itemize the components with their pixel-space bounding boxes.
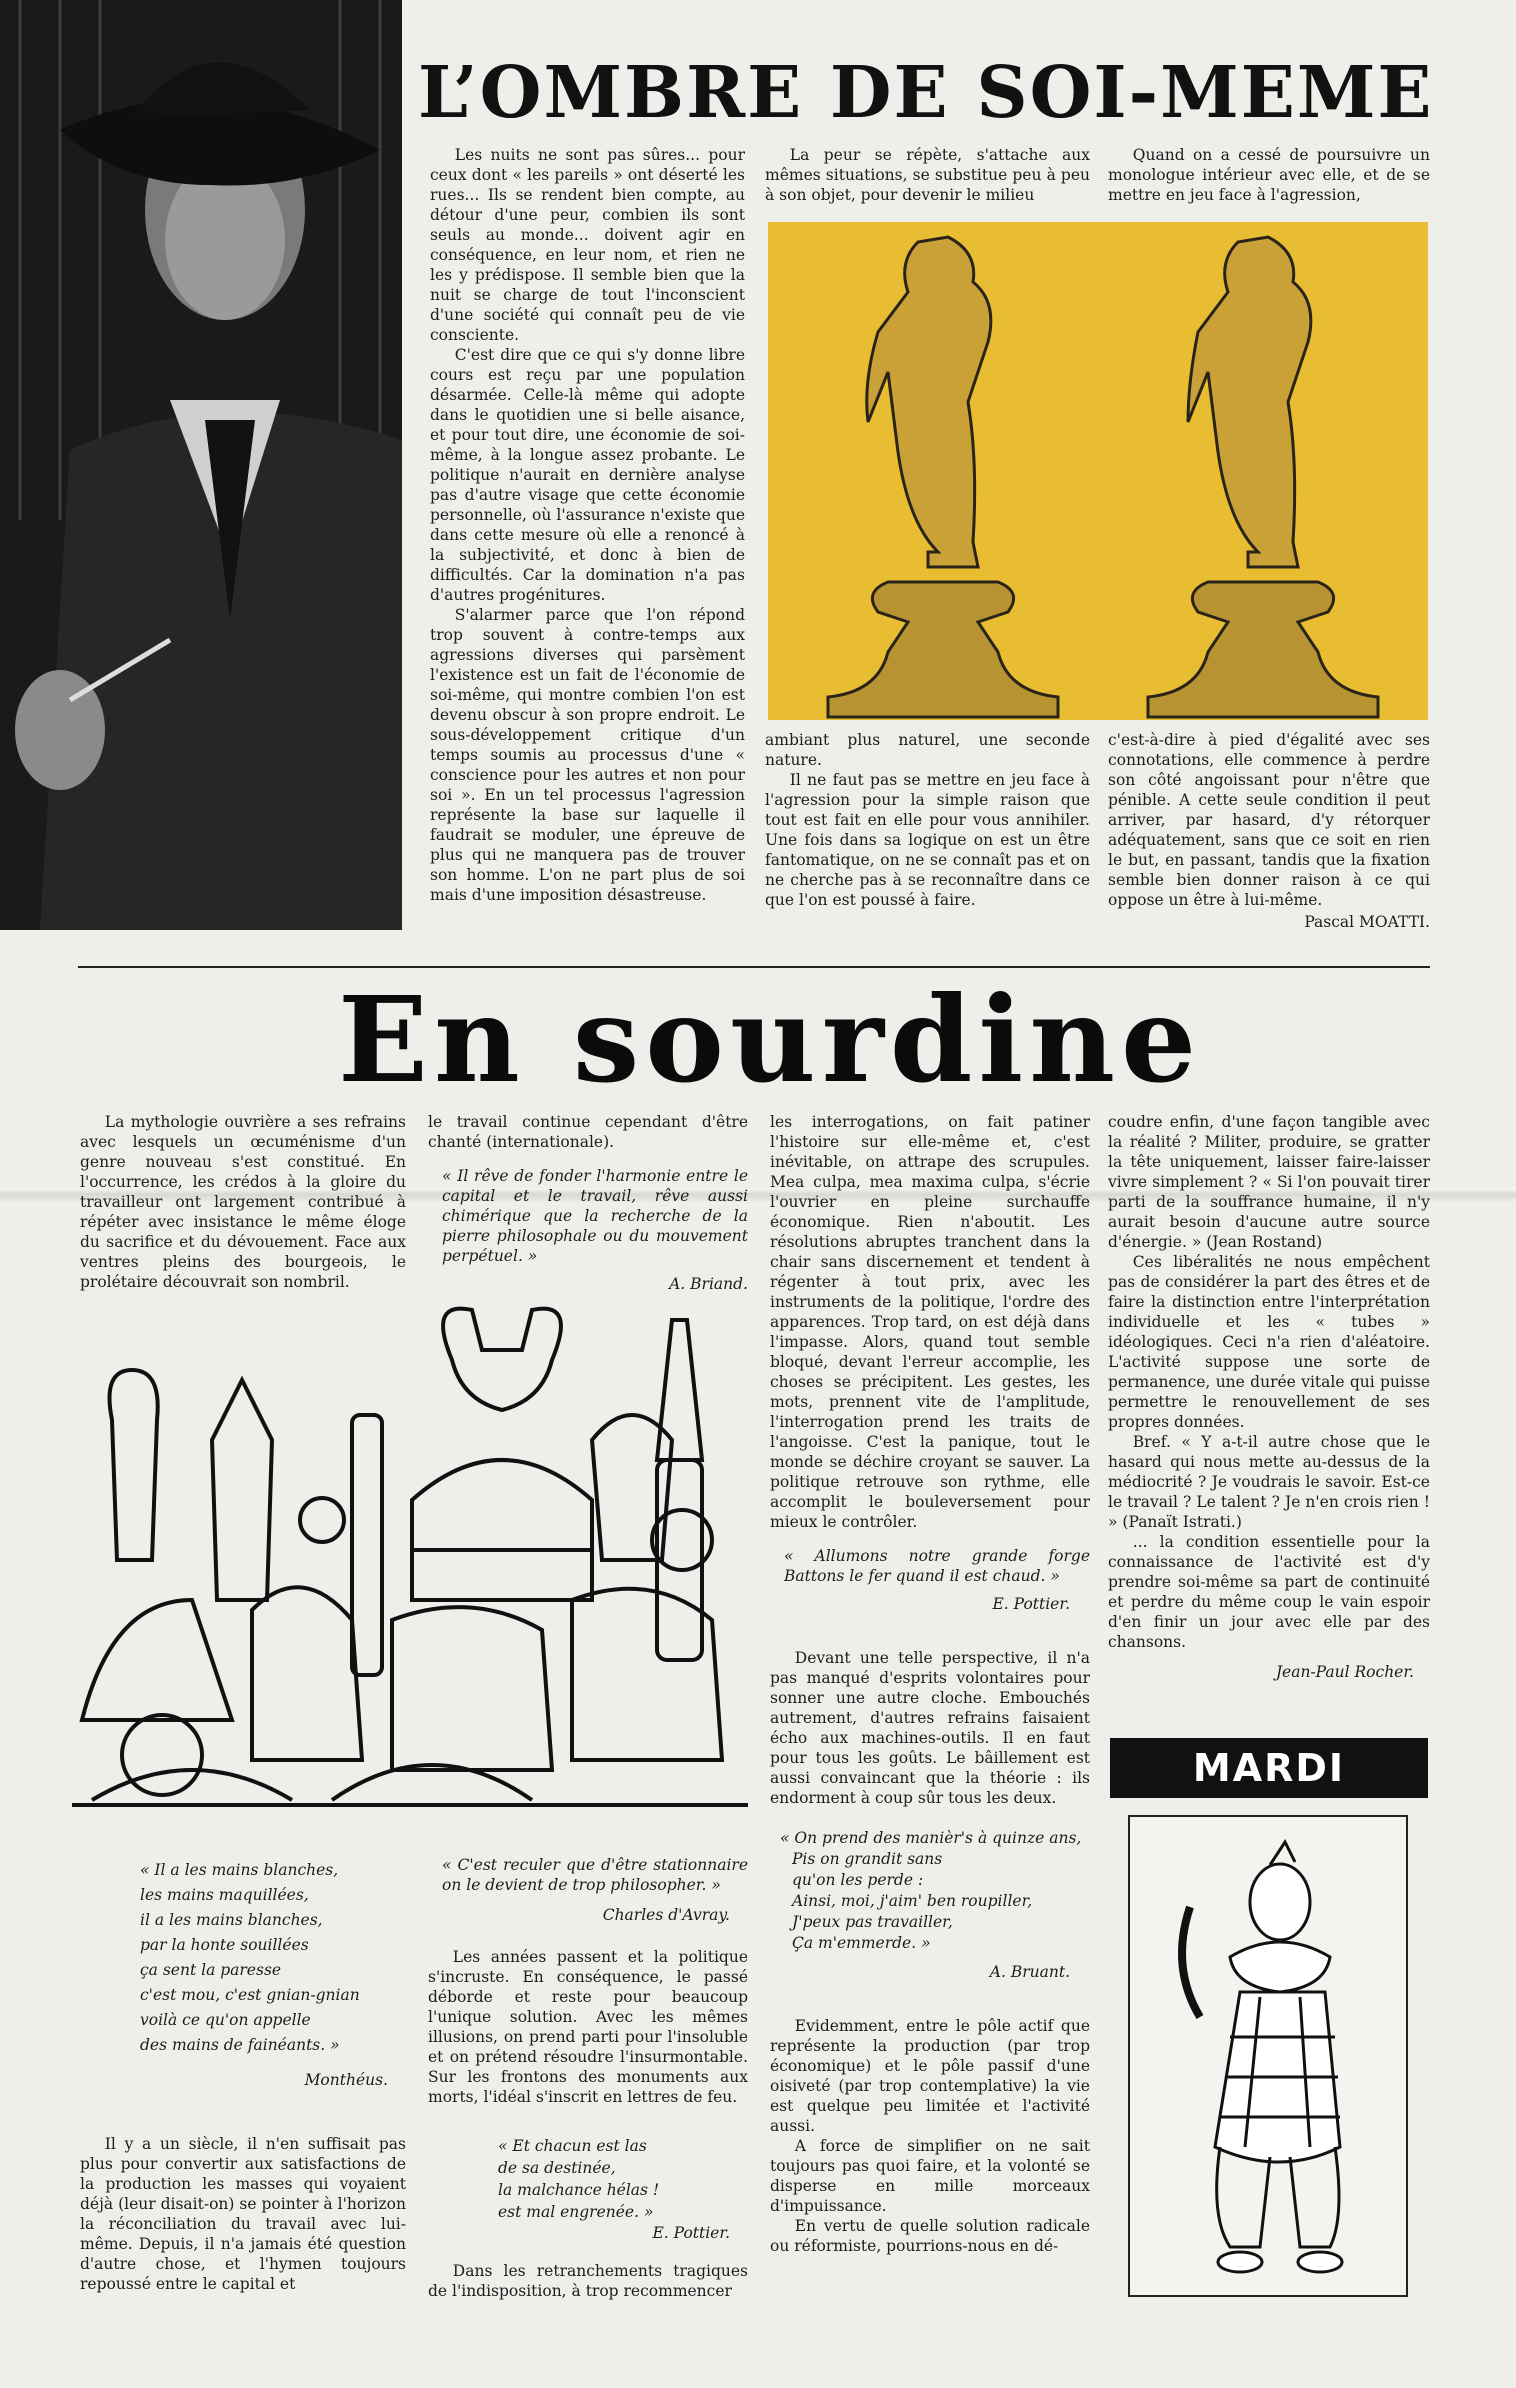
pierrot-clown-drawing [1130, 1817, 1406, 2295]
article1-column-1 [430, 145, 745, 905]
paragraph: La mythologie ouvrière a ses refrains avec lesquels un œcuménisme d'un genre nouveau s'est constitué. En l'occurrence, les crédos à la gloire du travailleur ont largement contribué à répéter avec insistance le même éloge du sacrifice et du dévouement. Face aux ventres pleins des bourgeois, le prolétaire découvrait son nombril. [80, 1113, 406, 1291]
poem-line: par la honte souillées [140, 1936, 309, 1954]
article1-column-3-top [1108, 145, 1430, 205]
poem-line: « On prend des manièr's à quinze ans, [780, 1829, 1082, 1847]
article1-column-2-bottom [765, 730, 1090, 910]
article2-column-3 [770, 1112, 1090, 2256]
paragraph: Bref. « Y a-t-il autre chose que le hasard qui nous mette au-dessus de la médiocrité ? Je voudrais le savoir. Est-ce le travail ? Le talent ? Je n'en crois rien ! » (Panaït Istrati.) [1108, 1433, 1430, 1531]
man-in-hat-photo [0, 0, 402, 930]
signature-pottier-2: E. Pottier. [652, 2224, 730, 2242]
poem-line: J'peux pas travailler, [792, 1913, 953, 1931]
clown-illustration [1128, 1815, 1408, 2297]
article-title-ombre: L’OMBRE DE SOI-MEME [418, 50, 1434, 134]
paragraph: c'est-à-dire à pied d'égalité avec ses connotations, elle commence à perdre son côté angoissant pour n'être que pénible. A cette seule condition il peut arriver, par hasard, d'y rétorquer adéquatement, sans que ce soit en rien le but, en passant, tandis que la fixation semble bien donner raison à ce qui oppose un être à lui-même. [1108, 731, 1430, 909]
tools-crowd-drawing [72, 1300, 748, 1815]
statue-illustration [768, 222, 1428, 720]
paragraph: Il y a un siècle, il n'en suffisait pas plus pour convertir aux satisfactions de la production les masses qui voyaient déjà (leur disait-on) se pointer à l'horizon la réconciliation du travail avec lui-même. Depuis, il n'a jamais été question d'autre chose, et l'hymen toujours repoussé entre le capital et [80, 2135, 406, 2293]
article2-column-2-bottom [428, 1855, 748, 2301]
paragraph: Evidemment, entre le pôle actif que représente la production (par trop économique) et le pôle passif d'une oisiveté (par trop contemplative) la vie est quelque peu limitée et l'activité aussi. [770, 2017, 1090, 2135]
article2-column-1-bottom [80, 1858, 406, 2294]
paragraph: le travail continue cependant d'être chanté (internationale). [428, 1113, 748, 1151]
paragraph: Ces libéralités ne nous empêchent pas de considérer la part des êtres et de faire la distinction entre l'interprétation individuelle et les « tubes » idéologiques. Ceci n'a rien d'aléatoire. L'activité suppose une sorte de permanence, une durée vitale qui puisse permettre le renouvellement de ses propres données. [1108, 1253, 1430, 1431]
paragraph: Les années passent et la politique s'incruste. En conséquence, le passé déborde et reste pour beaucoup l'unique solution. Avec les mêmes illusions, on prend parti pour l'insoluble et on prétend résoudre l'insurmontable. Sur les frontons des monuments aux morts, l'idéal s'inscrit en lettres de feu. [428, 1948, 748, 2106]
article-title-sourdine: En sourdine [338, 970, 1203, 1109]
poem-line: Ainsi, moi, j'aim' ben roupiller, [792, 1892, 1033, 1910]
poem-line: des mains de fainéants. » [140, 2036, 340, 2054]
signature-pottier-1: E. Pottier. [992, 1595, 1070, 1613]
signature-montheus: Monthéus. [304, 2071, 388, 2089]
paragraph: ... la condition essentielle pour la connaissance de l'activité est d'y prendre soi-même sa part de continuité et perdre du même coup le vain espoir d'en finir un jour avec elle par des chansons. [1108, 1533, 1430, 1651]
poem-line: voilà ce qu'on appelle [140, 2011, 311, 2029]
article1-column-2-top [765, 145, 1090, 205]
article2-column-2-intro [428, 1112, 748, 1294]
poem-line: Pis on grandit sans [792, 1850, 943, 1868]
article2-column-1-intro [80, 1112, 406, 1292]
poem-line: « Et chacun est las [498, 2137, 647, 2155]
paragraph: ambiant plus naturel, une seconde nature. [765, 731, 1090, 769]
paragraph: Devant une telle perspective, il n'a pas manqué d'esprits volontaires pour sonner une autre cloche. Embouchés autrement, d'autres refrains faisaient écho aux machines-outils. Il en faut pour tous les goûts. Le bâillement est aussi convaincant que la théorie : ils endorment à coup sûr tous les deux. [770, 1649, 1090, 1807]
quote-avray: « C'est reculer que d'être stationnaire on le devient de trop philosopher. » [442, 1856, 748, 1894]
article2-column-4 [1108, 1112, 1430, 1682]
quote-pottier-1: « Allumons notre grande forge Battons le fer quand il est chaud. » [784, 1547, 1090, 1585]
twin-statues-drawing [768, 222, 1428, 720]
tools-illustration [72, 1300, 748, 1815]
poem-line: ça sent la paresse [140, 1961, 282, 1979]
poem-line: les mains maquillées, [140, 1886, 309, 1904]
mardi-banner: MARDI [1110, 1738, 1428, 1798]
paragraph: A force de simplifier on ne sait toujours pas quoi faire, et la volonté se disperse en mille morceaux d'impuissance. [770, 2137, 1090, 2215]
signature-briand: A. Briand. [669, 1275, 748, 1293]
paragraph: Dans les retranchements tragiques de l'indisposition, à trop recommencer [428, 2262, 748, 2300]
paragraph: Quand on a cessé de poursuivre un monologue intérieur avec elle, et de se mettre en jeu face à l'agression, [1108, 146, 1430, 204]
paragraph: Il ne faut pas se mettre en jeu face à l'agression pour la simple raison que tout est fait en elle pour vous annihiler. Une fois dans sa logique on est un être fantomatique, on ne se connaît pas et on ne cherche pas à se reconnaître dans ce que l'on est poussé à faire. [765, 771, 1090, 909]
article1-column-3-bottom [1108, 730, 1430, 932]
paragraph: C'est dire que ce qui s'y donne libre cours est reçu par une population désarmée. Celle-là même qui adopte dans le quotidien une si belle aisance, et pour tout dire, une économie de soi-même, à la longue assez probante. Le politique n'aurait en dernière analyse pas d'autre visage que cette économie personnelle, où l'assurance n'existe que dans cette mesure où elle a renoncé à la subjectivité, et donc à bien de difficultés. Car la domination n'a pas d'autres progénitures. [430, 346, 745, 604]
section-divider [78, 966, 1430, 968]
man-in-hat-illustration [0, 0, 402, 930]
poem-line: il a les mains blanches, [140, 1911, 323, 1929]
signature-rocher: Jean-Paul Rocher. [1275, 1663, 1414, 1681]
poem-line: la malchance hélas ! [498, 2181, 660, 2199]
signature-avray: Charles d'Avray. [602, 1906, 730, 1924]
author-signature: Pascal MOATTI. [1304, 913, 1430, 931]
paragraph: La peur se répète, s'attache aux mêmes situations, se substitue peu à peu à son objet, pour devenir le milieu [765, 146, 1090, 204]
poem-line: est mal engrenée. » [498, 2203, 654, 2221]
quote-briand: « Il rêve de fonder l'harmonie entre le capital et le travail, rêve aussi chimérique que la recherche de la pierre philosophale ou du mouvement perpétuel. » [442, 1167, 748, 1265]
poem-line: Ça m'emmerde. » [792, 1934, 931, 1952]
paragraph: coudre enfin, d'une façon tangible avec la réalité ? Militer, produire, se gratter la tête uniquement, laisser faire-laisser vivre simplement ? « Si l'on pouvait tirer parti de la souffrance humaine, il n'y aurait besoin d'aucune autre source d'énergie. » (Jean Rostand) [1108, 1113, 1430, 1251]
paragraph: Les nuits ne sont pas sûres... pour ceux dont « les pareils » ont déserté les rues... Ils se rendent bien compte, au détour d'une peur, combien ils sont seuls au monde... doivent agir en conséquence, en leur nom, et rien ne les y prédispose. Il semble bien que la nuit se charge de tout l'inconscient d'une société qui connaît peu de vie consciente. [430, 146, 745, 344]
poem-line: c'est mou, c'est gnian-gnian [140, 1986, 360, 2004]
paragraph: En vertu de quelle solution radicale ou réformiste, pourrions-nous en dé- [770, 2217, 1090, 2255]
poem-line: de sa destinée, [498, 2159, 616, 2177]
signature-bruant: A. Bruant. [989, 1963, 1070, 1981]
paragraph: les interrogations, on fait patiner l'histoire sur elle-même et, c'est inévitable, on attrape des scrupules. Mea culpa, mea maxima culpa, s'écrie l'ouvrier en pleine surchauffe économique. Rien n'aboutit. Les résolutions abruptes tranchent dans la chair sans discernement et tendent à régenter à tout prix, avec les instruments de la politique, l'ordre des apparences. Trop tard, on est déjà dans l'impasse. Alors, quand tout semble bloqué, devant l'erreur accomplie, les choses se précipitent. Les gestes, les mots, prennent vite de l'amplitude, l'interrogation prend les traits de l'angoisse. C'est la panique, tout le monde se déchire croyant se sauver. La politique retrouve son rythme, elle accomplit le bouleversement pour mieux le contrôler. [770, 1113, 1090, 1531]
poem-line: qu'on les perde : [792, 1871, 924, 1889]
paragraph: S'alarmer parce que l'on répond trop souvent à contre-temps aux agressions diverses qui parsèment l'existence est un fait de l'économie de soi-même, qui montre combien l'on est devenu obscur à son propre endroit. Le sous-développement critique d'un temps soumis au processus d'une « conscience pour les autres et non pour soi ». En un tel processus l'agression représente la base sur laquelle il faudrait se moduler, une épreuve de plus qui ne manquera pas de trouver son homme. L'on ne part plus de soi mais d'une imposition désastreuse. [430, 606, 745, 904]
poem-line: « Il a les mains blanches, [140, 1861, 339, 1879]
